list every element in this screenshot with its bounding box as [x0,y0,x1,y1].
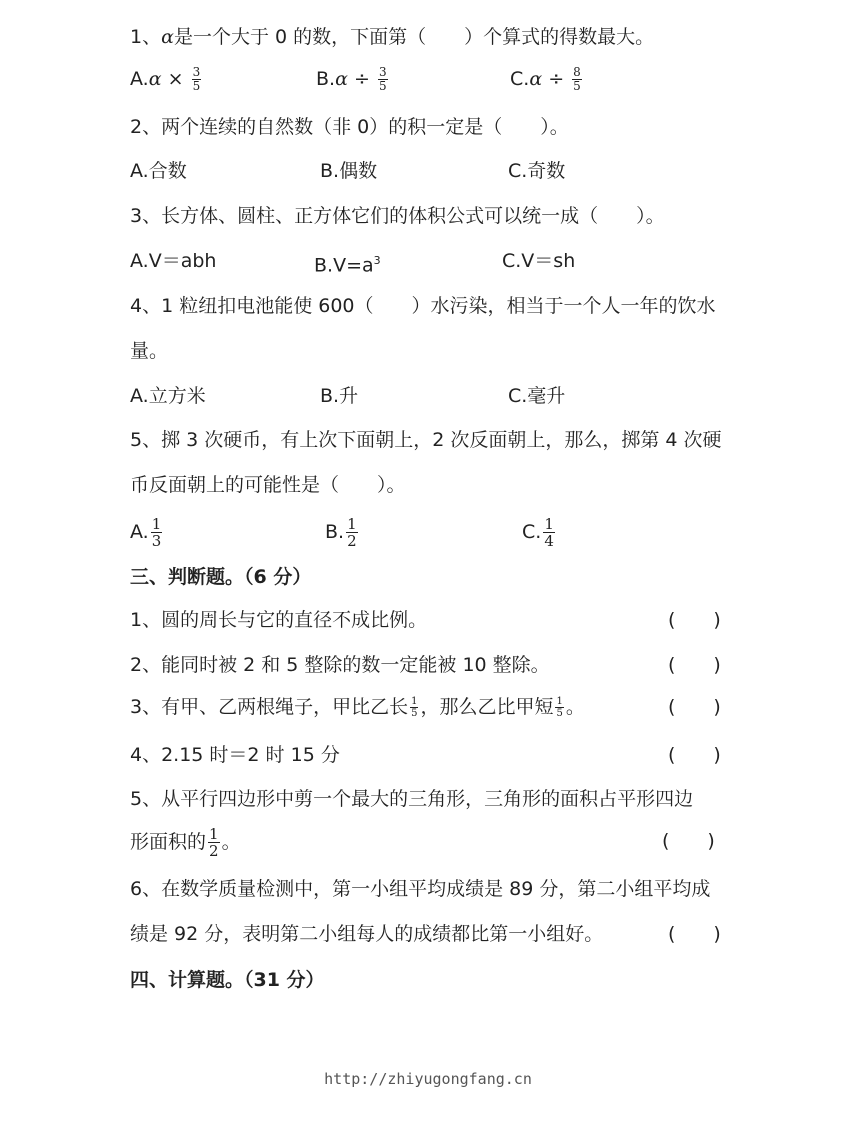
judge-item-6-line2: 绩是 92 分，表明第二小组每人的成绩都比第一小组好。 [130,923,604,945]
answer-paren-4: ( ) [668,744,721,766]
item-text: 。 [565,696,585,718]
item-text: 形面积的 [130,831,207,853]
denominator: 5 [411,708,418,719]
q1-option-c [510,66,584,93]
section-calc-heading: 四、计算题。（31 分） [130,969,325,991]
alpha-symbol: α [148,68,162,90]
option-label: C. [522,521,542,543]
judge-item-6-line1: 6、在数学质量检测中，第一小组平均成绩是 89 分，第二小组平均成 [130,878,711,900]
fraction [410,696,418,719]
q1-option-b [316,66,390,93]
fraction [151,516,163,549]
numerator: 3 [192,65,201,79]
answer-paren-1: ( ) [668,609,721,631]
q5-option-a [130,516,164,549]
section-judge-heading: 三、判断题。（6 分） [130,566,312,588]
option-label: C. [510,68,530,90]
q1-option-a [130,66,203,93]
fraction [572,66,582,93]
fraction [378,66,388,93]
option-label: B. [325,521,345,543]
alpha-symbol: α [529,68,543,90]
fraction [543,516,555,549]
answer-paren-2: ( ) [668,654,721,676]
operator: ÷ [347,68,370,90]
q1-number: 1、 [130,26,162,48]
q4-option-c: C.毫升 [508,385,566,407]
operator: × [161,68,184,90]
q3-option-a: A.V＝abh [130,250,217,272]
item-text: ，那么乙比甲短 [420,696,554,718]
denominator: 3 [151,532,162,550]
numerator: 1 [347,515,357,533]
numerator: 3 [378,65,387,79]
operator: ÷ [542,68,565,90]
q5-option-c [522,516,557,549]
q2-option-b: B.偶数 [320,160,378,182]
numerator: 1 [544,515,554,533]
judge-item-5-line1: 5、从平行四边形中剪一个最大的三角形，三角形的面积占平形四边 [130,788,694,810]
answer-paren-5: ( ) [662,830,715,852]
option-label: A. [130,68,149,90]
q3-option-c: C.V＝sh [502,250,576,272]
fraction [555,696,563,719]
footer-url: http://zhiyugongfang.cn [324,1070,532,1088]
option-text: B.V=a [314,254,374,277]
numerator: 1 [411,696,418,707]
judge-item-2: 2、能同时被 2 和 5 整除的数一定能被 10 整除。 [130,654,550,676]
option-label: B. [316,68,336,90]
alpha-symbol: α [335,68,348,90]
denominator: 5 [556,708,563,719]
denominator: 5 [192,79,201,93]
option-label: A. [130,521,149,543]
denominator: 5 [573,79,581,93]
q2-option-a: A.合数 [130,160,187,182]
choice-q1-stem [130,24,654,50]
denominator: 5 [378,79,387,93]
choice-q4-stem: 4、1 粒纽扣电池能使 600（ ）水污染，相当于一个人一年的饮水量。 [130,295,716,362]
denominator: 4 [544,532,554,550]
choice-q3-stem: 3、长方体、圆柱、正方体它们的体积公式可以统一成（ ）。 [130,205,665,227]
exponent: 3 [373,254,381,267]
q3-option-b [314,248,381,278]
numerator: 1 [209,825,219,843]
q4-option-a: A.立方米 [130,385,206,407]
q2-option-c: C.奇数 [508,160,566,182]
fraction [346,516,358,549]
numerator: 8 [573,65,581,79]
item-text: 3、有甲、乙两根绳子，甲比乙长 [130,696,409,718]
judge-item-4: 4、2.15 时＝2 时 15 分 [130,744,340,766]
q4-option-b: B.升 [320,385,359,407]
choice-q5-stem: 5、掷 3 次硬币，有上次下面朝上，2 次反面朝上，那么，掷第 4 次硬币反面朝上的可能性是（ ）。 [130,429,722,496]
judge-item-3 [130,694,585,720]
answer-paren-3: ( ) [668,696,721,718]
denominator: 2 [209,842,219,860]
judge-item-5-line2 [130,826,241,859]
choice-q2-stem: 2、两个连续的自然数（非 0）的积一定是（ ）。 [130,116,569,138]
numerator: 1 [556,696,563,707]
q1-text: 是一个大于 0 的数，下面第（ ）个算式的得数最大。 [173,26,655,48]
item-text: 。 [221,831,241,853]
numerator: 1 [151,515,162,533]
fraction [192,66,202,93]
answer-paren-6: ( ) [668,923,721,945]
alpha-symbol: α [161,26,174,48]
q5-option-b [325,516,360,549]
judge-item-1: 1、圆的周长与它的直径不成比例。 [130,609,428,631]
fraction [208,826,220,859]
denominator: 2 [347,532,357,550]
